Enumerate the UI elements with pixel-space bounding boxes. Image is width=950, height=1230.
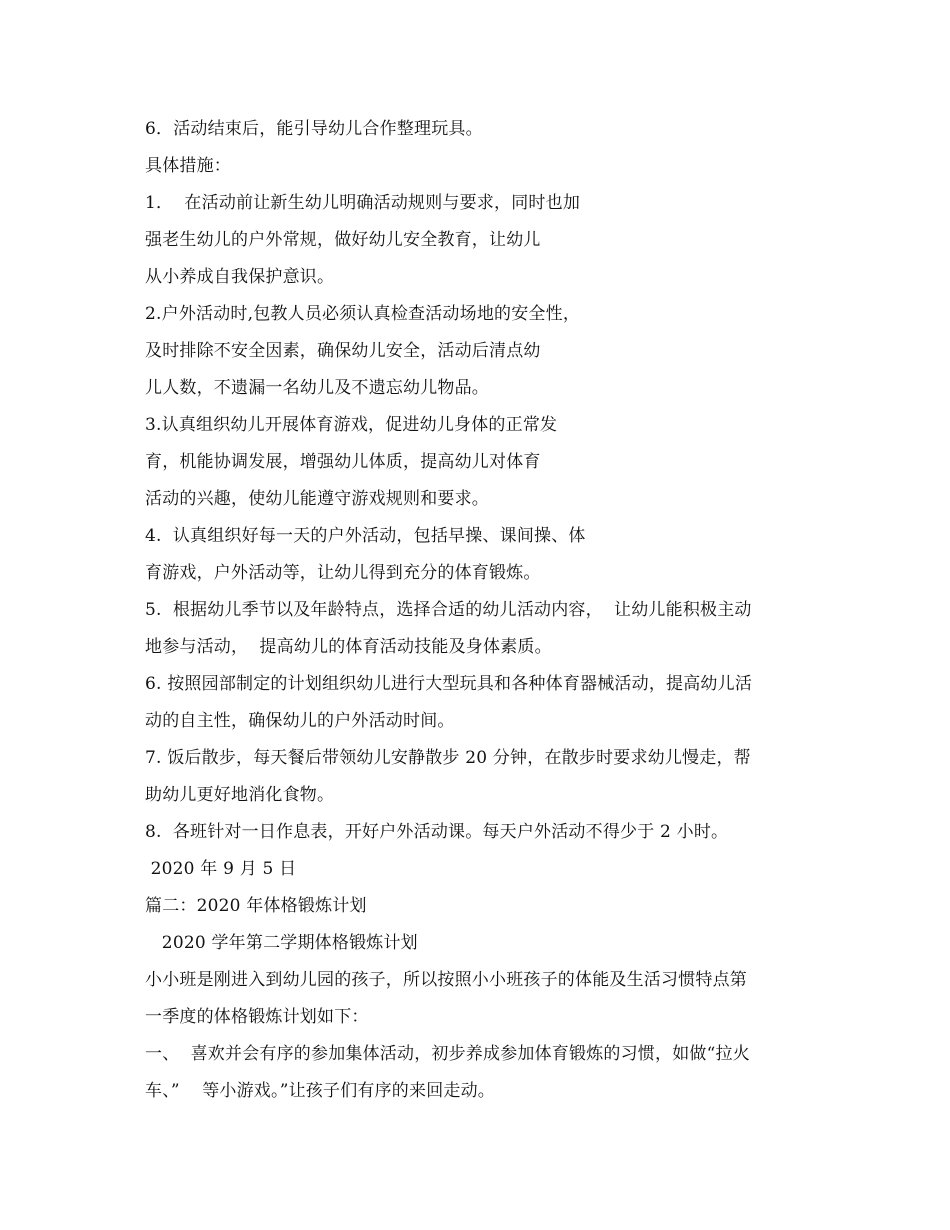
text-line: 4. 认真组织好每一天的户外活动，包括早操、课间操、体 — [145, 526, 586, 546]
text-line: 育，机能协调发展，增强幼儿体质，提高幼儿对体育 — [145, 452, 541, 472]
text-line: 地参与活动， 提高幼儿的体育活动技能及身体素质。 — [145, 637, 552, 657]
text-line: 一季度的体格锻炼计划如下： — [145, 1007, 369, 1027]
text-line: 2.户外活动时,包教人员必须认真检查活动场地的安全性， — [145, 304, 581, 324]
text-line: 育游戏，户外活动等，让幼儿得到充分的体育锻炼。 — [145, 563, 541, 583]
text-line: 小小班是刚进入到幼儿园的孩子，所以按照小小班孩子的体能及生活习惯特点第 — [145, 970, 747, 990]
text-line: 3.认真组织幼儿开展体育游戏，促进幼儿身体的正常发 — [145, 415, 558, 435]
text-line: 助幼儿更好地消化食物。 — [145, 785, 335, 805]
text-line: 儿人数，不遗漏一名幼儿及不遗忘幼儿物品。 — [145, 378, 489, 398]
section-heading: 篇二：2020 年体格锻炼计划 — [145, 896, 367, 916]
text-line: 8. 各班针对一日作息表，开好户外活动课。每天户外活动不得少于 2 小时。 — [145, 822, 729, 842]
text-line: 活动的兴趣，使幼儿能遵守游戏规则和要求。 — [145, 489, 489, 509]
date-line: 2020 年 9 月 5 日 — [145, 859, 297, 879]
text-line: 5. 根据幼儿季节以及年龄特点，选择合适的幼儿活动内容， 让幼儿能积极主动 — [145, 600, 752, 620]
text-line: 1． 在活动前让新生幼儿明确活动规则与要求，同时也加 — [145, 193, 581, 213]
text-line: 强老生幼儿的户外常规，做好幼儿安全教育，让幼儿 — [145, 230, 541, 250]
text-line: 车、” 等小游戏。”让孩子们有序的来回走动。 — [145, 1081, 495, 1101]
text-line: 一、 喜欢并会有序的参加集体活动，初步养成参加体育锻炼的习惯，如做“拉火 — [145, 1044, 750, 1064]
text-line: 具体措施： — [145, 156, 231, 176]
text-line: 6．活动结束后，能引导幼儿合作整理玩具。 — [145, 119, 483, 139]
text-line: 从小养成自我保护意识。 — [145, 267, 335, 287]
text-line: 7. 饭后散步，每天餐后带领幼儿安静散步 20 分钟，在散步时要求幼儿慢走，帮 — [145, 748, 751, 768]
text-line: 6. 按照园部制定的计划组织幼儿进行大型玩具和各种体育器械活动，提高幼儿活 — [145, 674, 753, 694]
plan-title: 2020 学年第二学期体格锻炼计划 — [145, 933, 418, 953]
text-line: 及时排除不安全因素，确保幼儿安全，活动后清点幼 — [145, 341, 541, 361]
text-line: 动的自主性，确保幼儿的户外活动时间。 — [145, 711, 455, 731]
